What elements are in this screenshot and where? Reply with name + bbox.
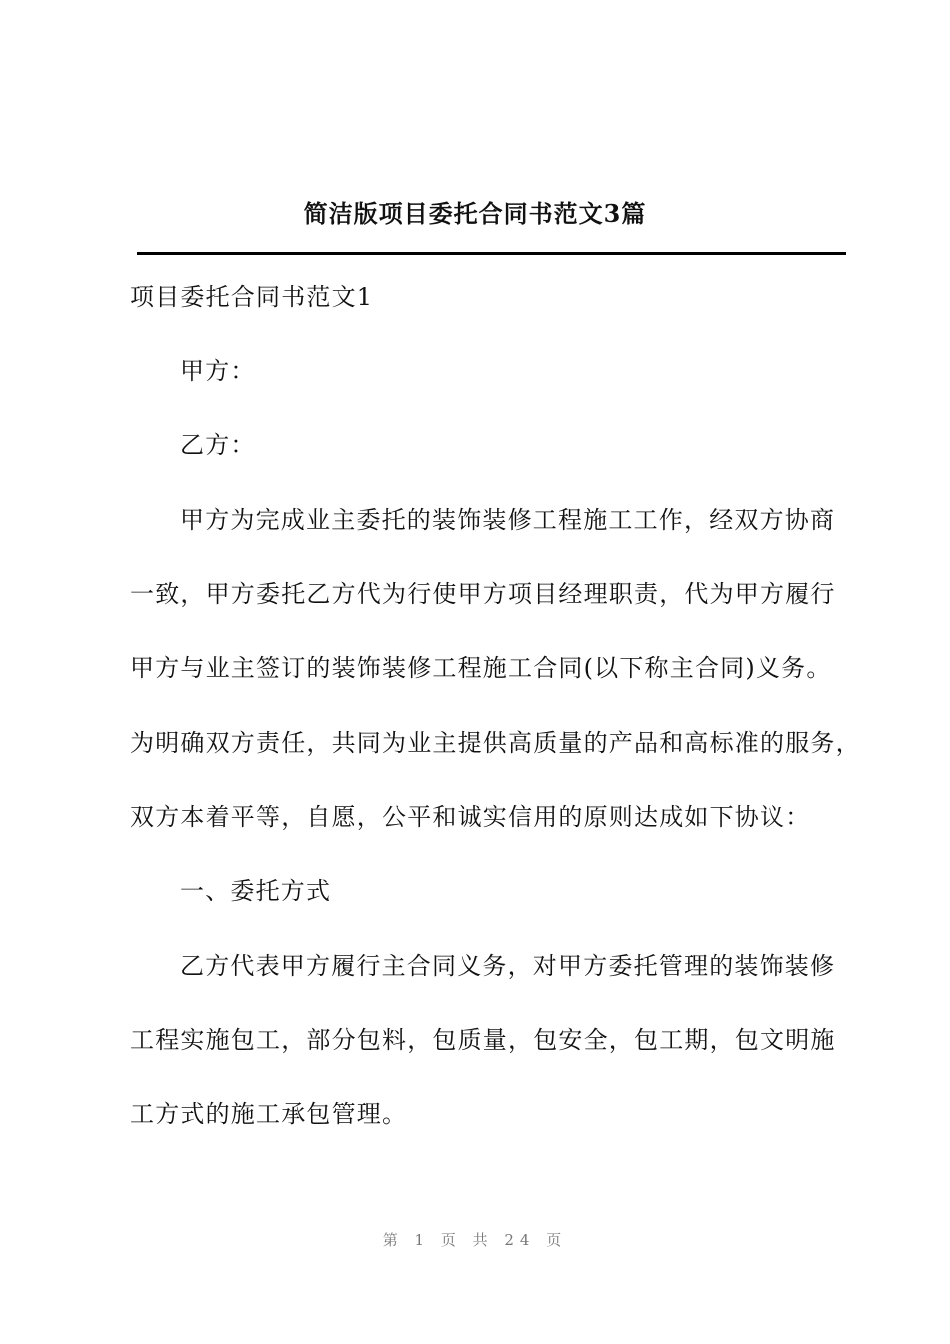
clause-1-heading: 一、委托方式 [180, 877, 332, 905]
paragraph-2-line-2: 工程实施包工，部分包料，包质量，包安全，包工期，包文明施 [130, 1026, 836, 1054]
paragraph-1-line-5: 双方本着平等，自愿，公平和诚实信用的原则达成如下协议： [130, 803, 811, 831]
paragraph-1-line-3: 甲方与业主签订的装饰装修工程施工合同(以下称主合同)义务。 [130, 654, 832, 682]
party-b-label: 乙方： [180, 431, 256, 459]
paragraph-1-line-1: 甲方为完成业主委托的装饰装修工程施工工作，经双方协商 [180, 506, 836, 534]
title-underline [137, 252, 846, 255]
paragraph-2-line-3: 工方式的施工承包管理。 [130, 1100, 408, 1128]
page-footer: 第 1 页 共 24 页 [382, 1231, 568, 1249]
section-heading: 项目委托合同书范文1 [130, 283, 374, 311]
document-title: 简洁版项目委托合同书范文3篇 [303, 199, 647, 228]
paragraph-2-line-1: 乙方代表甲方履行主合同义务，对甲方委托管理的装饰装修 [180, 952, 836, 980]
paragraph-1-line-2: 一致，甲方委托乙方代为行使甲方项目经理职责，代为甲方履行 [130, 580, 836, 608]
party-a-label: 甲方： [180, 357, 256, 385]
paragraph-1-line-4: 为明确双方责任，共同为业主提供高质量的产品和高标准的服务， [130, 729, 861, 757]
